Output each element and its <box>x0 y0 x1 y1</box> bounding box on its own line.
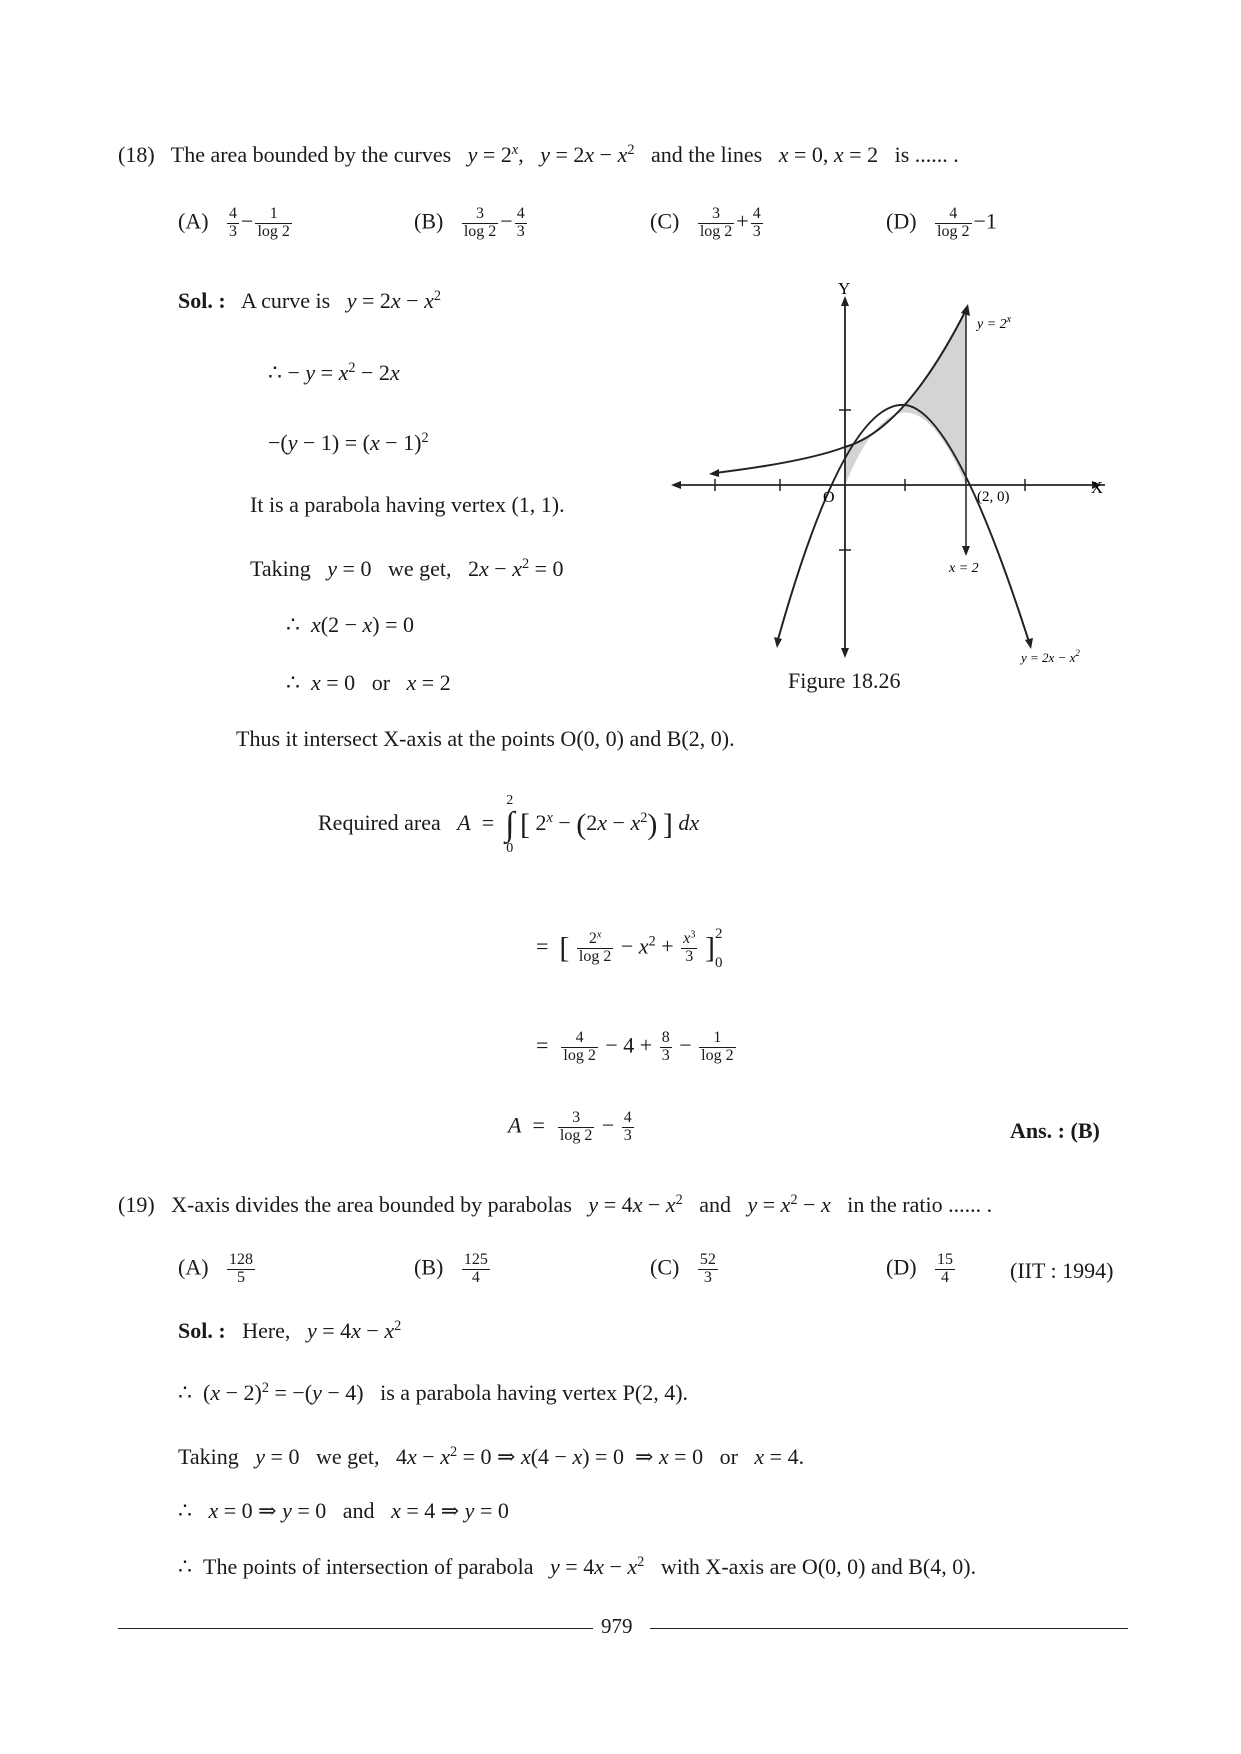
q18-option-a: (A) $\frac{4}{3}$ − $\frac{1}{\log 2}$ <box>178 205 290 240</box>
q18-factor-line: ∴ x(2 − x) = 0 <box>286 612 414 637</box>
footer-rule-left <box>118 1628 593 1629</box>
page-number: 979 <box>601 1614 633 1638</box>
footer-rule-right <box>650 1628 1128 1629</box>
q19-option-c: (C) $\frac{52}{3}$ <box>650 1251 716 1286</box>
q19-taking-line: Taking y = 0 we get, $4x - x^2 = 0$ ⇒ x(4 − x) = 0 ⇒ x = 0 or x = 4. <box>178 1444 805 1469</box>
q18-statement: (18) The area bounded by the curves $y = 2^x$, $y = 2x - x^2$ and the lines x = 0, x = 2 is ...... . <box>118 142 959 167</box>
q18-answer: Ans. : (B) <box>1010 1118 1100 1143</box>
figure-18-26 <box>665 280 1105 670</box>
origin-label: O <box>823 489 835 506</box>
q18-eq-neg-y: ∴ − $y = x^2 - 2x$ <box>268 360 400 385</box>
q19-statement: (19) X-axis divides the area bounded by parabolas $y = 4x - x^2$ and $y = x^2 - x$ in the ratio ...... . <box>118 1192 993 1217</box>
q19-cases-line: ∴ x = 0 ⇒ y = 0 and x = 4 ⇒ y = 0 <box>178 1498 509 1523</box>
q18-evaluated: = $\frac{4}{\log 2}$ − 4 + $\frac{8}{3}$ − $\frac{1}{\log 2}$ <box>536 1029 734 1064</box>
q18-required-area: Required area A = 2 ∫ 0 [ $2^x - (2x - x^2)$ ] dx <box>318 793 700 856</box>
q18-taking-line: Taking y = 0 we get, $2x - x^2 = 0$ <box>250 556 564 581</box>
q19-reference: (IIT : 1994) <box>1010 1258 1114 1283</box>
x-axis-arrow-left <box>671 481 681 489</box>
shaded-region <box>845 310 966 485</box>
curve2-label: $y = 2x - x^2$ <box>1021 648 1080 665</box>
q18-option-d: (D) $\frac{4}{\log 2}$ −1 <box>886 205 997 240</box>
figure-caption: Figure 18.26 <box>788 668 901 693</box>
q18-number: (18) <box>118 142 155 167</box>
q19-option-a: (A) $\frac{128}{5}$ <box>178 1251 254 1286</box>
curve-parabola <box>777 405 1030 645</box>
q18-roots-line: ∴ x = 0 or x = 2 <box>286 670 451 695</box>
curve1-label: $y = 2^x$ <box>977 314 1012 332</box>
point-b-label: (2, 0) <box>977 489 1010 505</box>
q18-vertex-text: It is a parabola having vertex (1, 1). <box>250 492 565 517</box>
y-axis-label: Y <box>838 280 851 298</box>
q18-option-b: (B) $\frac{3}{\log 2}$ − $\frac{4}{3}$ <box>414 205 525 240</box>
q18-antiderivative: = [ $\frac{2^x}{\log 2}$ − $x^2$ + $\frac{x^3}{3}$ ] 2 0 <box>536 926 723 971</box>
q19-vertex-line: ∴ $(x - 2)^2 = -(y - 4)$ is a parabola having vertex P(2, 4). <box>178 1380 689 1405</box>
y-axis-arrow-bottom <box>841 648 849 658</box>
q18-intersect-text: Thus it intersect X-axis at the points O(0, 0) and B(2, 0). <box>236 726 735 751</box>
q19-option-d: (D) $\frac{15}{4}$ <box>886 1251 954 1286</box>
x-axis-label: X <box>1090 478 1103 497</box>
line-x2-label: x = 2 <box>949 561 979 576</box>
q18-final-area: A = $\frac{3}{\log 2}$ − $\frac{4}{3}$ <box>508 1109 632 1144</box>
q19-option-b: (B) $\frac{125}{4}$ <box>414 1251 488 1286</box>
q19-points-line: ∴ The points of intersection of parabola $y = 4x - x^2$ with X-axis are O(0, 0) and B(4, 0). <box>178 1554 977 1579</box>
sol-label: Sol. : <box>178 288 226 313</box>
q19-sol-line1: Sol. : Here, $y = 4x - x^2$ <box>178 1318 402 1343</box>
q18-eq-vertex-form: $-(y - 1) = (x - 1)^2$ <box>268 430 429 455</box>
q19-number: (19) <box>118 1192 155 1217</box>
q18-sol-line1: Sol. : A curve is $y = 2x - x^2$ <box>178 288 441 313</box>
q18-option-c: (C) $\frac{3}{\log 2}$ + $\frac{4}{3}$ <box>650 205 761 240</box>
